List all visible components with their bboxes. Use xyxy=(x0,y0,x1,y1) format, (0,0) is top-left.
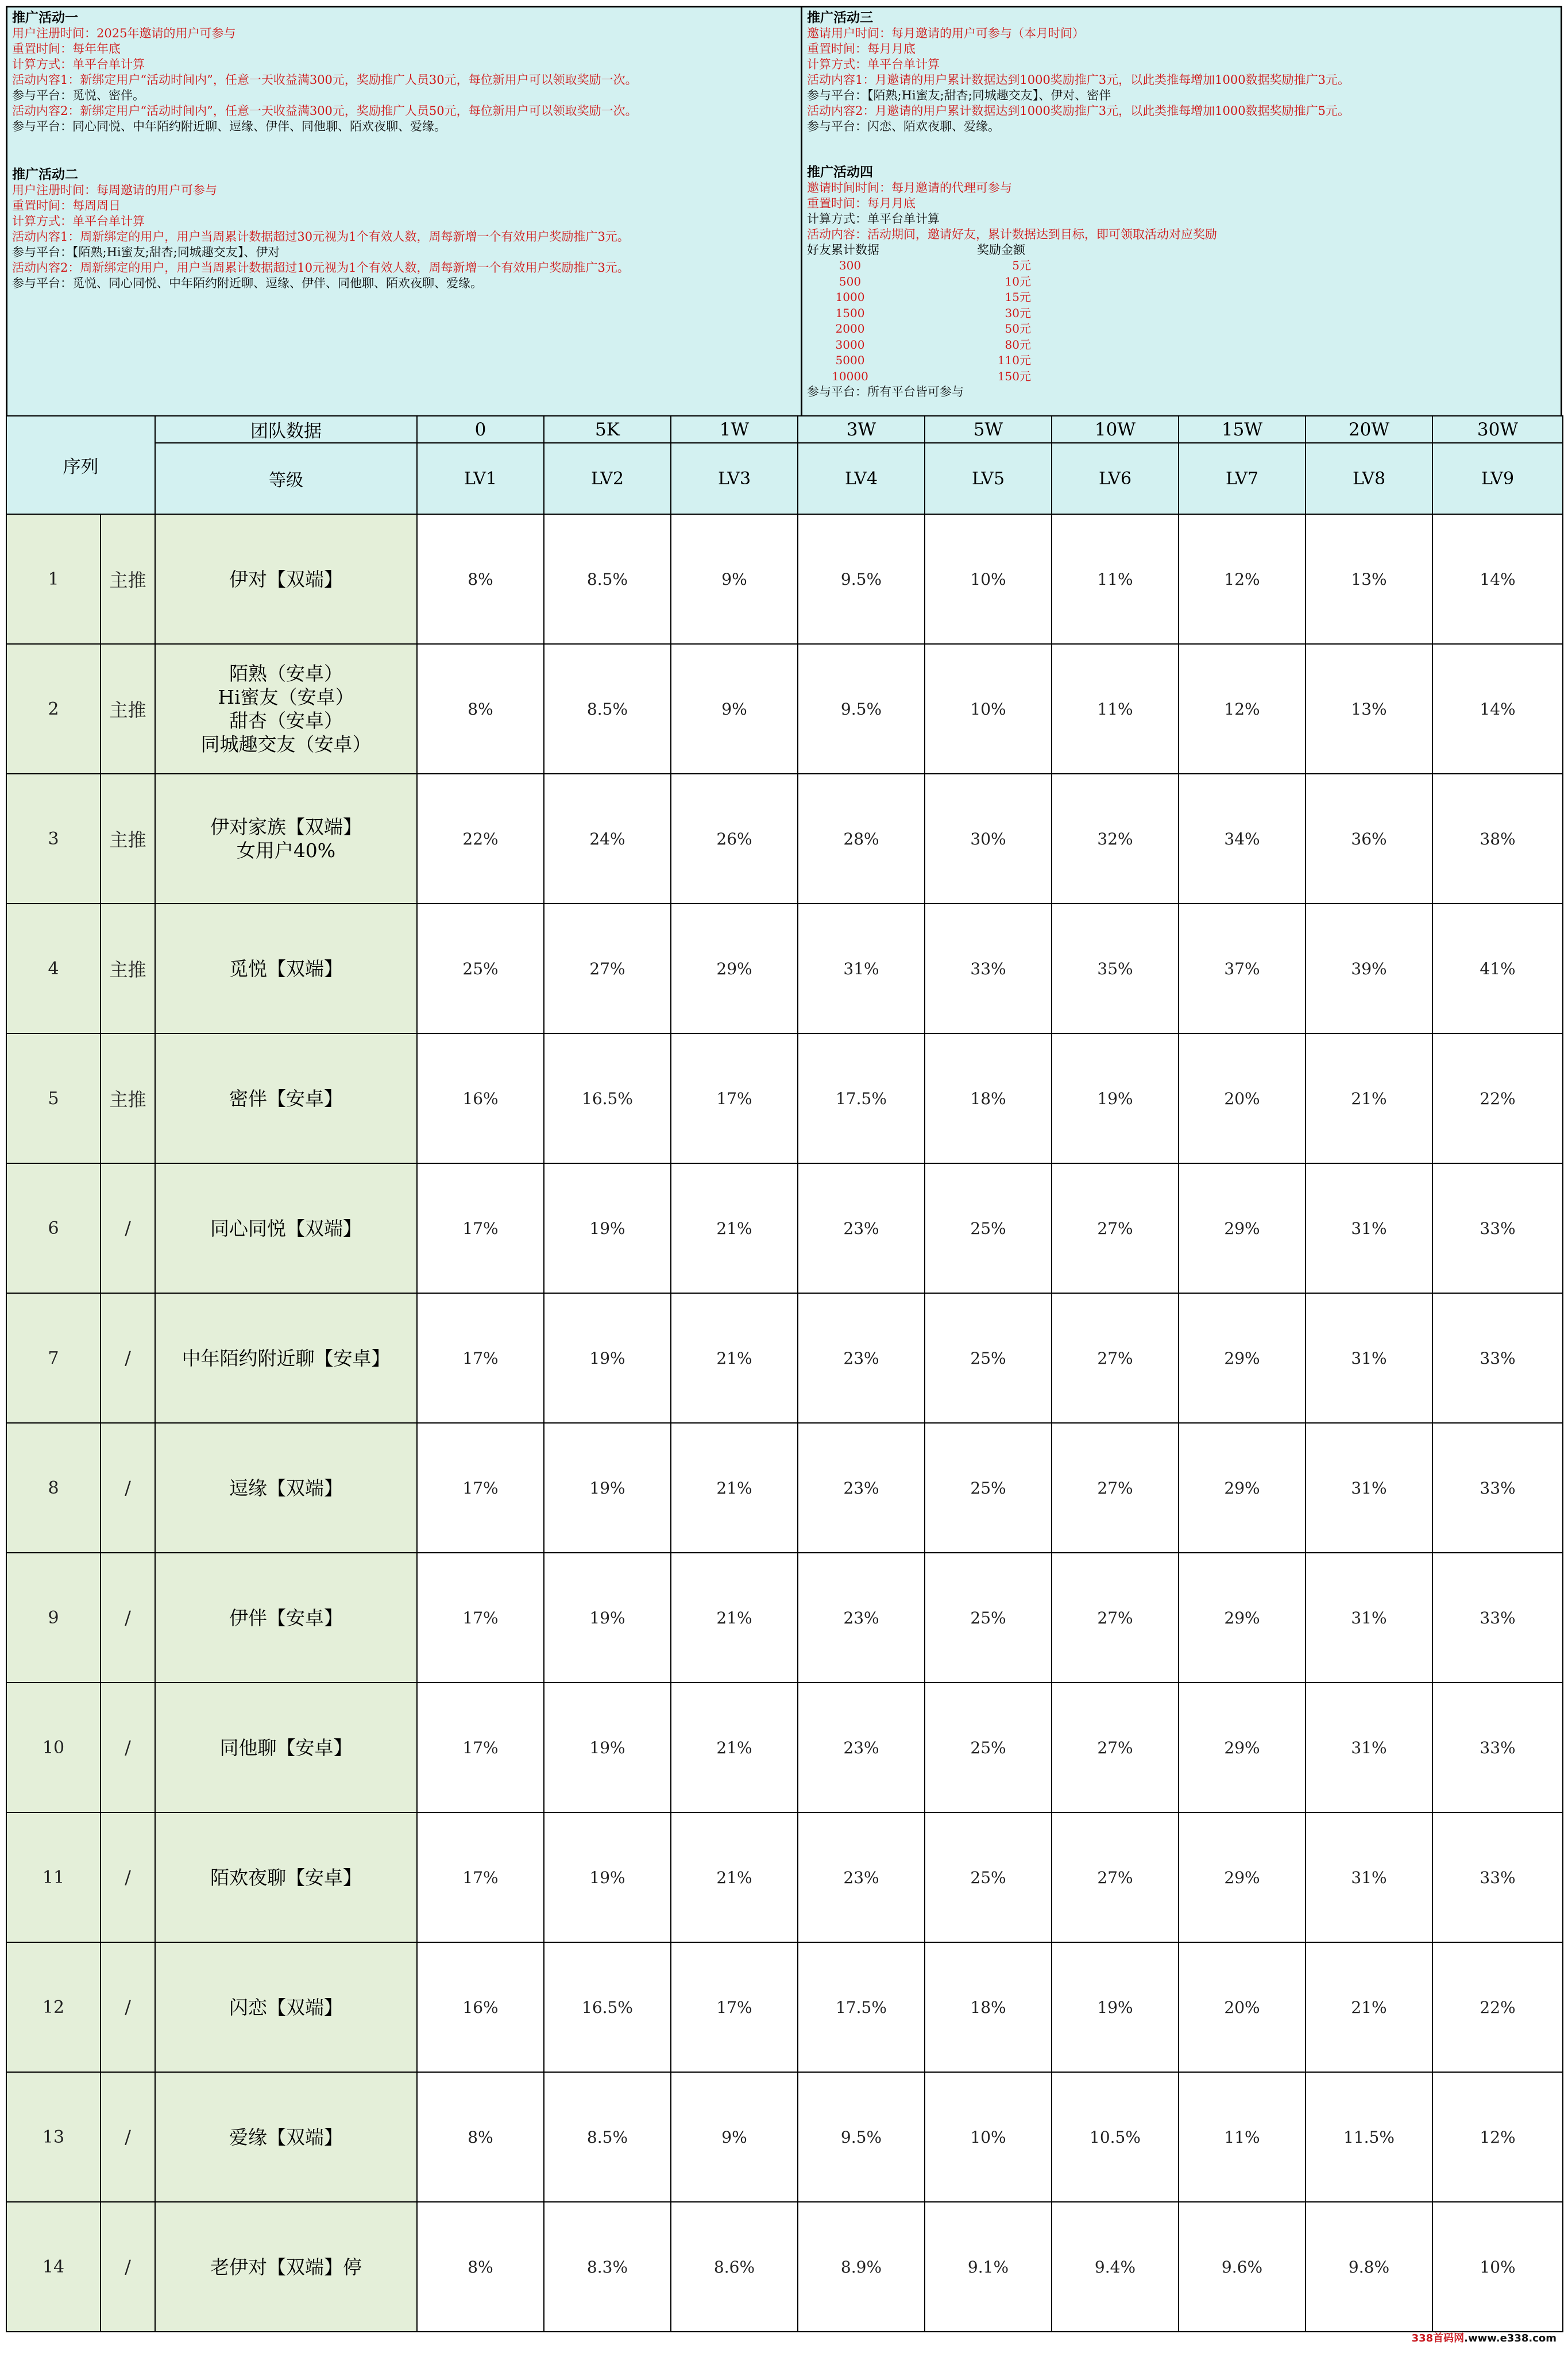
commission-rate: 27% xyxy=(544,904,671,1033)
threshold-cell: 20W xyxy=(1306,416,1432,443)
commission-rate: 31% xyxy=(1306,1553,1432,1683)
level-cell: LV2 xyxy=(544,443,671,514)
reward-row xyxy=(807,290,1556,306)
commission-rate: 25% xyxy=(925,1683,1052,1812)
row-tag: / xyxy=(101,2202,155,2332)
promo-line: 计算方式：单平台单计算 xyxy=(12,57,145,71)
activity-four-title: 推广活动四 xyxy=(807,164,873,180)
activity-four-footer: 参与平台：所有平台皆可参与 xyxy=(807,385,964,399)
commission-rate: 10% xyxy=(925,514,1052,644)
commission-rate: 11.5% xyxy=(1306,2072,1432,2202)
threshold-cell: 0 xyxy=(417,416,544,443)
commission-rate: 25% xyxy=(417,904,544,1033)
commission-rate: 16.5% xyxy=(544,1942,671,2072)
reward-amount: 50元 xyxy=(1005,322,1031,335)
commission-rate: 29% xyxy=(671,904,798,1033)
commission-rate: 34% xyxy=(1179,774,1306,904)
row-tag: / xyxy=(101,1553,155,1683)
app-name: 陌熟（安卓） Hi蜜友（安卓） 甜杏（安卓） 同城趣交友（安卓） xyxy=(155,644,417,774)
commission-rate: 17.5% xyxy=(798,1033,925,1163)
app-name: 觅悦【双端】 xyxy=(155,904,417,1033)
row-index: 3 xyxy=(6,774,101,904)
commission-rate: 8.5% xyxy=(544,514,671,644)
sheet xyxy=(6,6,1562,2347)
commission-rate: 10% xyxy=(1432,2202,1563,2332)
commission-rate: 9.1% xyxy=(925,2202,1052,2332)
commission-rate: 31% xyxy=(1306,1163,1432,1293)
commission-rate: 12% xyxy=(1179,644,1306,774)
commission-rate: 23% xyxy=(798,1163,925,1293)
promo-line: 参与平台：【陌熟;Hi蜜友;甜杏;同城趣交友】、伊对 xyxy=(12,245,280,259)
table-row xyxy=(6,2202,1563,2332)
commission-rate: 9.6% xyxy=(1179,2202,1306,2332)
reward-row xyxy=(807,274,1556,290)
commission-rate: 25% xyxy=(925,1812,1052,1942)
commission-rate: 22% xyxy=(1432,1033,1563,1163)
reward-row xyxy=(807,306,1556,322)
commission-rate: 31% xyxy=(1306,1812,1432,1942)
commission-rate: 26% xyxy=(671,774,798,904)
app-name: 同他聊【安卓】 xyxy=(155,1683,417,1812)
row-tag: / xyxy=(101,1812,155,1942)
commission-rate: 21% xyxy=(1306,1033,1432,1163)
commission-rate: 8.5% xyxy=(544,644,671,774)
table-row xyxy=(6,1163,1563,1293)
commission-rate: 21% xyxy=(671,1553,798,1683)
level-cell: LV3 xyxy=(671,443,798,514)
row-index: 7 xyxy=(6,1293,101,1423)
promo-line: 重置时间：每月月底 xyxy=(807,196,916,210)
commission-rate: 20% xyxy=(1179,1033,1306,1163)
commission-rate: 18% xyxy=(925,1942,1052,2072)
commission-rate: 38% xyxy=(1432,774,1563,904)
table-row xyxy=(6,1942,1563,2072)
team-data-label: 团队数据 xyxy=(155,416,417,443)
activity-three-title: 推广活动三 xyxy=(807,10,873,25)
promo-line: 用户注册时间：2025年邀请的用户可参与 xyxy=(12,26,236,40)
commission-rate: 33% xyxy=(1432,1683,1563,1812)
commission-rate: 12% xyxy=(1432,2072,1563,2202)
table-row xyxy=(6,1812,1563,1942)
commission-rate: 31% xyxy=(1306,1683,1432,1812)
reward-table-header xyxy=(807,242,1556,258)
row-tag: / xyxy=(101,2072,155,2202)
threshold-cell: 5K xyxy=(544,416,671,443)
commission-rate: 13% xyxy=(1306,644,1432,774)
app-name: 逗缘【双端】 xyxy=(155,1423,417,1553)
commission-rate: 9% xyxy=(671,644,798,774)
app-name: 伊对【双端】 xyxy=(155,514,417,644)
commission-rate: 31% xyxy=(1306,1293,1432,1423)
commission-rate: 37% xyxy=(1179,904,1306,1033)
commission-rate: 14% xyxy=(1432,644,1563,774)
app-name: 伊对家族【双端】 女用户40% xyxy=(155,774,417,904)
commission-rate: 25% xyxy=(925,1553,1052,1683)
commission-rate: 10.5% xyxy=(1052,2072,1179,2202)
app-name: 爱缘【双端】 xyxy=(155,2072,417,2202)
promo-line: 重置时间：每年年底 xyxy=(12,42,121,56)
commission-rate: 29% xyxy=(1179,1553,1306,1683)
commission-rate: 33% xyxy=(1432,1163,1563,1293)
promo-line: 活动内容2：月邀请的用户累计数据达到1000奖励推广3元，以此类推每增加1000数据奖励推广5元。 xyxy=(807,104,1350,118)
commission-rate: 16% xyxy=(417,1033,544,1163)
promo-line: 重置时间：每月月底 xyxy=(807,42,916,56)
level-cell: LV6 xyxy=(1052,443,1179,514)
activity-one xyxy=(12,10,796,134)
watermark-url: .www.e338.com xyxy=(1464,2332,1557,2344)
row-index: 12 xyxy=(6,1942,101,2072)
row-tag: / xyxy=(101,1683,155,1812)
promo-line: 计算方式：单平台单计算 xyxy=(807,57,940,71)
commission-rate: 17% xyxy=(417,1163,544,1293)
activity-four xyxy=(807,164,1556,400)
reward-row xyxy=(807,369,1556,385)
app-name: 伊伴【安卓】 xyxy=(155,1553,417,1683)
app-name: 闪恋【双端】 xyxy=(155,1942,417,2072)
commission-rate: 27% xyxy=(1052,1423,1179,1553)
commission-rate: 33% xyxy=(925,904,1052,1033)
promo-line: 活动内容1：月邀请的用户累计数据达到1000奖励推广3元，以此类推每增加1000数据奖励推广3元。 xyxy=(807,73,1350,87)
commission-rate: 31% xyxy=(1306,1423,1432,1553)
commission-rate: 10% xyxy=(925,644,1052,774)
table-row xyxy=(6,1033,1563,1163)
commission-rate: 27% xyxy=(1052,1163,1179,1293)
commission-rate: 19% xyxy=(544,1812,671,1942)
commission-rate: 17% xyxy=(671,1033,798,1163)
commission-rate: 19% xyxy=(544,1423,671,1553)
commission-rate: 29% xyxy=(1179,1812,1306,1942)
activity-two xyxy=(12,167,796,291)
threshold-cell: 3W xyxy=(798,416,925,443)
promo-line: 活动内容2：新绑定用户“活动时间内”，任意一天收益满300元，奖励推广人员50元，每位新用户可以领取奖励一次。 xyxy=(12,104,638,118)
row-index: 2 xyxy=(6,644,101,774)
commission-rate: 27% xyxy=(1052,1812,1179,1942)
commission-rate: 30% xyxy=(925,774,1052,904)
promo-line: 参与平台：闪恋、陌欢夜聊、爱缘。 xyxy=(807,119,1000,133)
row-index: 4 xyxy=(6,904,101,1033)
commission-rate: 21% xyxy=(671,1163,798,1293)
commission-rate: 19% xyxy=(544,1683,671,1812)
level-cell: LV1 xyxy=(417,443,544,514)
row-tag: 主推 xyxy=(101,644,155,774)
commission-rate: 39% xyxy=(1306,904,1432,1033)
commission-rate: 11% xyxy=(1052,644,1179,774)
commission-rate: 21% xyxy=(1306,1942,1432,2072)
activity-three xyxy=(807,10,1556,134)
row-tag: 主推 xyxy=(101,904,155,1033)
row-index: 10 xyxy=(6,1683,101,1812)
commission-rate: 11% xyxy=(1052,514,1179,644)
reward-table xyxy=(807,258,1556,384)
reward-data: 5000 xyxy=(835,353,865,367)
reward-row xyxy=(807,353,1556,369)
row-tag: 主推 xyxy=(101,514,155,644)
commission-rate: 19% xyxy=(544,1293,671,1423)
app-name: 密伴【安卓】 xyxy=(155,1033,417,1163)
row-tag: / xyxy=(101,1423,155,1553)
reward-amount: 10元 xyxy=(1005,274,1031,288)
promo-line: 邀请用户时间：每月邀请的用户可参与（本月时间） xyxy=(807,26,1084,40)
commission-rate: 16% xyxy=(417,1942,544,2072)
row-tag: / xyxy=(101,1163,155,1293)
level-cell: LV7 xyxy=(1179,443,1306,514)
commission-rate: 33% xyxy=(1432,1553,1563,1683)
commission-rate: 21% xyxy=(671,1423,798,1553)
watermark-brand: 338首码网 xyxy=(1411,2332,1465,2344)
commission-rate: 29% xyxy=(1179,1683,1306,1812)
commission-rate: 36% xyxy=(1306,774,1432,904)
promo-line: 用户注册时间：每周邀请的用户可参与 xyxy=(12,183,217,197)
commission-rate: 33% xyxy=(1432,1423,1563,1553)
reward-amount: 80元 xyxy=(1005,337,1031,352)
commission-rate: 8.5% xyxy=(544,2072,671,2202)
commission-rate: 19% xyxy=(1052,1033,1179,1163)
row-index: 11 xyxy=(6,1812,101,1942)
row-tag: 主推 xyxy=(101,1033,155,1163)
commission-rate: 17% xyxy=(417,1683,544,1812)
commission-rate: 9% xyxy=(671,2072,798,2202)
commission-rate: 25% xyxy=(925,1163,1052,1293)
row-index: 8 xyxy=(6,1423,101,1553)
commission-rate: 9.8% xyxy=(1306,2202,1432,2332)
promo-line: 活动内容2：周新绑定的用户，用户当周累计数据超过10元视为1个有效人数，周每新增一个有效用户奖励推广3元。 xyxy=(12,261,629,275)
commission-rate: 19% xyxy=(544,1163,671,1293)
commission-rate: 27% xyxy=(1052,1553,1179,1683)
promo-panel xyxy=(6,6,1562,417)
reward-amount: 15元 xyxy=(1005,290,1031,304)
commission-rate: 8% xyxy=(417,2202,544,2332)
threshold-cell: 10W xyxy=(1052,416,1179,443)
app-name: 老伊对【双端】停 xyxy=(155,2202,417,2332)
commission-rate: 18% xyxy=(925,1033,1052,1163)
level-cell: LV8 xyxy=(1306,443,1432,514)
threshold-cell: 5W xyxy=(925,416,1052,443)
commission-rate: 27% xyxy=(1052,1293,1179,1423)
commission-rate: 35% xyxy=(1052,904,1179,1033)
reward-data: 10000 xyxy=(832,369,868,383)
promo-line: 参与平台：觅悦、同心同悦、中年陌约附近聊、逗缘、伊伴、同他聊、陌欢夜聊、爱缘。 xyxy=(12,276,482,290)
commission-rate: 9.5% xyxy=(798,2072,925,2202)
commission-rate: 23% xyxy=(798,1683,925,1812)
commission-rate: 11% xyxy=(1179,2072,1306,2202)
commission-rate: 23% xyxy=(798,1293,925,1423)
reward-amount: 110元 xyxy=(997,353,1031,367)
commission-rate: 17.5% xyxy=(798,1942,925,2072)
commission-rate: 17% xyxy=(417,1553,544,1683)
commission-rate: 25% xyxy=(925,1293,1052,1423)
commission-rate: 23% xyxy=(798,1553,925,1683)
commission-rate: 25% xyxy=(925,1423,1052,1553)
commission-rate: 33% xyxy=(1432,1293,1563,1423)
commission-rate: 23% xyxy=(798,1812,925,1942)
commission-rate: 8.6% xyxy=(671,2202,798,2332)
promo-line: 活动内容1：周新绑定的用户，用户当周累计数据超过30元视为1个有效人数，周每新增一个有效用户奖励推广3元。 xyxy=(12,230,629,244)
row-tag: / xyxy=(101,1942,155,2072)
commission-rate: 17% xyxy=(417,1812,544,1942)
promo-line: 参与平台：【陌熟;Hi蜜友;甜杏;同城趣交友】、伊对、密伴 xyxy=(807,88,1111,102)
promo-line: 重置时间：每周周日 xyxy=(12,199,121,213)
commission-rate: 8% xyxy=(417,644,544,774)
reward-data: 2000 xyxy=(835,322,865,335)
commission-rate: 22% xyxy=(417,774,544,904)
level-cell: LV9 xyxy=(1432,443,1563,514)
promo-line: 邀请时间时间：每月邀请的代理可参与 xyxy=(807,181,1012,195)
row-index: 5 xyxy=(6,1033,101,1163)
reward-data: 500 xyxy=(839,274,862,288)
commission-rate: 29% xyxy=(1179,1293,1306,1423)
commission-rate: 29% xyxy=(1179,1163,1306,1293)
table-row xyxy=(6,2072,1563,2202)
sequence-header: 序列 xyxy=(6,416,155,514)
row-index: 1 xyxy=(6,514,101,644)
promo-line: 参与平台：觅悦、密伴。 xyxy=(12,88,145,102)
commission-rate: 27% xyxy=(1052,1683,1179,1812)
activity-two-title: 推广活动二 xyxy=(12,167,78,182)
commission-rate: 8.3% xyxy=(544,2202,671,2332)
commission-rate: 17% xyxy=(417,1293,544,1423)
commission-rate: 21% xyxy=(671,1293,798,1423)
commission-rate: 14% xyxy=(1432,514,1563,644)
reward-amount: 150元 xyxy=(997,369,1031,383)
level-label: 等级 xyxy=(155,443,417,514)
row-index: 13 xyxy=(6,2072,101,2202)
app-name: 同心同悦【双端】 xyxy=(155,1163,417,1293)
row-tag: 主推 xyxy=(101,774,155,904)
commission-rate: 8% xyxy=(417,514,544,644)
app-name: 中年陌约附近聊【安卓】 xyxy=(155,1293,417,1423)
promo-line: 参与平台：同心同悦、中年陌约附近聊、逗缘、伊伴、同他聊、陌欢夜聊、爱缘。 xyxy=(12,119,446,133)
reward-amount: 30元 xyxy=(1005,306,1031,320)
reward-row xyxy=(807,321,1556,337)
commission-rate: 10% xyxy=(925,2072,1052,2202)
commission-rate: 23% xyxy=(798,1423,925,1553)
reward-header-data: 好友累计数据 xyxy=(807,243,879,257)
reward-header-amount: 奖励金额 xyxy=(977,243,1025,257)
reward-data: 3000 xyxy=(835,337,865,352)
commission-rate: 20% xyxy=(1179,1942,1306,2072)
commission-rate: 24% xyxy=(544,774,671,904)
app-name: 陌欢夜聊【安卓】 xyxy=(155,1812,417,1942)
promo-line: 活动内容：活动期间，邀请好友，累计数据达到目标，即可领取活动对应奖励 xyxy=(807,227,1217,241)
commission-table xyxy=(6,415,1563,2332)
reward-data: 1500 xyxy=(835,306,865,320)
commission-rate: 22% xyxy=(1432,1942,1563,2072)
row-tag: / xyxy=(101,1293,155,1423)
table-row xyxy=(6,1553,1563,1683)
promo-left-column xyxy=(7,7,802,415)
reward-row xyxy=(807,337,1556,353)
commission-rate: 17% xyxy=(671,1942,798,2072)
table-row xyxy=(6,1683,1563,1812)
threshold-cell: 1W xyxy=(671,416,798,443)
reward-amount: 5元 xyxy=(1012,259,1031,272)
reward-data: 1000 xyxy=(835,290,865,304)
activity-one-title: 推广活动一 xyxy=(12,10,78,25)
commission-rate: 19% xyxy=(1052,1942,1179,2072)
row-index: 9 xyxy=(6,1553,101,1683)
promo-line: 计算方式：单平台单计算 xyxy=(12,214,145,228)
row-index: 14 xyxy=(6,2202,101,2332)
promo-right-column xyxy=(802,7,1561,415)
commission-rate: 21% xyxy=(671,1683,798,1812)
level-cell: LV5 xyxy=(925,443,1052,514)
commission-rate: 9% xyxy=(671,514,798,644)
commission-rate: 9.5% xyxy=(798,514,925,644)
commission-rate: 31% xyxy=(798,904,925,1033)
commission-rate: 28% xyxy=(798,774,925,904)
promo-line: 活动内容1：新绑定用户“活动时间内”，任意一天收益满300元，奖励推广人员30元，每位新用户可以领取奖励一次。 xyxy=(12,73,638,87)
commission-rate: 33% xyxy=(1432,1812,1563,1942)
commission-rate: 8% xyxy=(417,2072,544,2202)
commission-rate: 8.9% xyxy=(798,2202,925,2332)
threshold-cell: 30W xyxy=(1432,416,1563,443)
commission-rate: 16.5% xyxy=(544,1033,671,1163)
commission-rate: 32% xyxy=(1052,774,1179,904)
commission-rate: 9.4% xyxy=(1052,2202,1179,2332)
level-cell: LV4 xyxy=(798,443,925,514)
commission-rate: 19% xyxy=(544,1553,671,1683)
row-index: 6 xyxy=(6,1163,101,1293)
commission-rate: 17% xyxy=(417,1423,544,1553)
commission-rate: 41% xyxy=(1432,904,1563,1033)
promo-line: 计算方式：单平台单计算 xyxy=(807,212,940,226)
table-row xyxy=(6,1293,1563,1423)
commission-rate: 21% xyxy=(671,1812,798,1942)
table-row xyxy=(6,514,1563,644)
commission-rate: 29% xyxy=(1179,1423,1306,1553)
threshold-cell: 15W xyxy=(1179,416,1306,443)
table-row xyxy=(6,774,1563,904)
table-row xyxy=(6,1423,1563,1553)
reward-row xyxy=(807,258,1556,274)
commission-rate: 9.5% xyxy=(798,644,925,774)
commission-rate: 12% xyxy=(1179,514,1306,644)
watermark xyxy=(1412,2330,1557,2345)
table-row xyxy=(6,904,1563,1033)
commission-rate: 13% xyxy=(1306,514,1432,644)
table-row xyxy=(6,644,1563,774)
reward-data: 300 xyxy=(839,259,862,272)
